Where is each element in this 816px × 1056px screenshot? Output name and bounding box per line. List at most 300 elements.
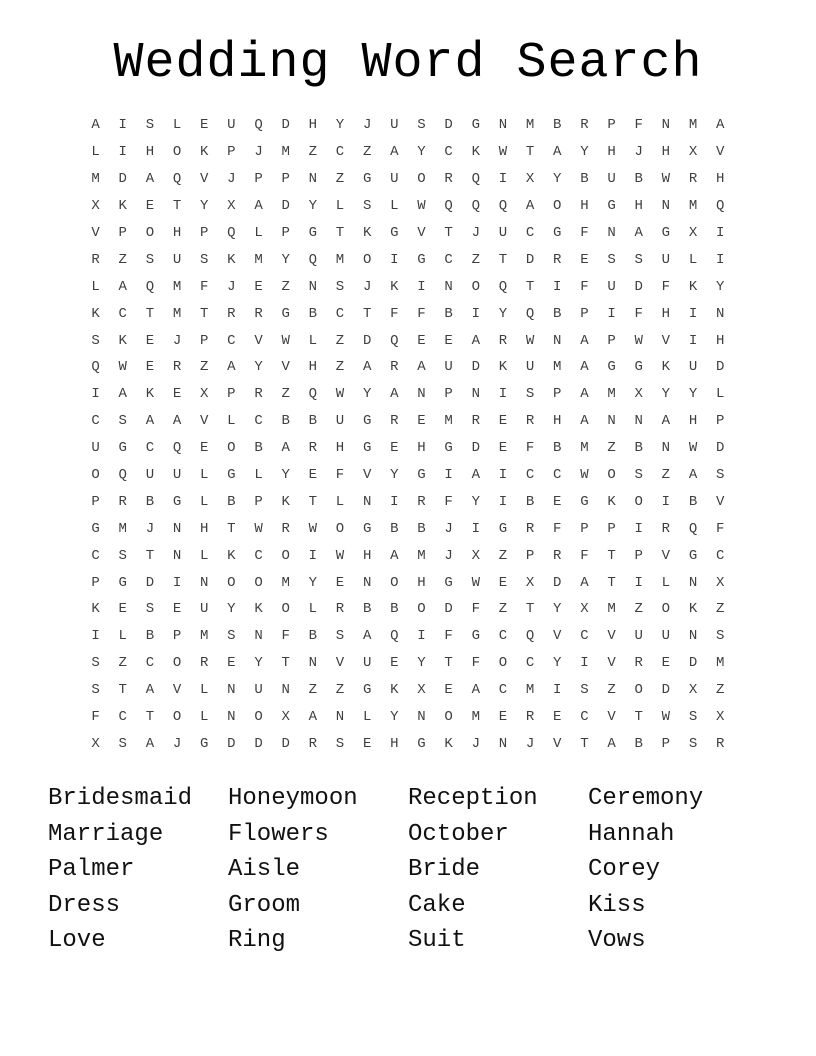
grid-cell: V — [715, 493, 725, 510]
grid-cell: N — [227, 682, 236, 699]
grid-cell: L — [715, 386, 725, 403]
grid-cell: P — [607, 332, 616, 349]
grid-cell: P — [254, 171, 263, 188]
grid-cell: R — [553, 547, 562, 564]
grid-cell: N — [607, 225, 616, 241]
grid-cell: E — [498, 413, 508, 430]
grid-cell: E — [498, 574, 508, 591]
grid-cell: S — [145, 117, 155, 134]
grid-cell: F — [580, 278, 589, 295]
grid-cell: J — [634, 144, 643, 161]
grid-cell: S — [417, 117, 426, 134]
grid-cell: G — [362, 682, 372, 699]
grid-cell: H — [715, 171, 725, 188]
grid-cell: Y — [254, 359, 263, 376]
grid-cell: N — [498, 117, 508, 134]
grid-cell: P — [118, 225, 127, 241]
grid-cell: A — [471, 332, 480, 349]
grid-cell: S — [118, 547, 127, 564]
grid-cell: R — [227, 305, 236, 322]
grid-cell: T — [362, 305, 372, 322]
grid-cell: F — [634, 305, 643, 322]
grid-cell: G — [580, 493, 589, 510]
grid-cell: C — [444, 144, 453, 161]
grid-cell: U — [390, 171, 399, 188]
grid-cell: A — [172, 413, 182, 430]
grid-cell: A — [390, 386, 399, 403]
grid-cell: G — [118, 440, 127, 457]
grid-cell: L — [172, 117, 182, 134]
grid-cell: S — [200, 251, 209, 268]
grid-cell: D — [471, 359, 480, 376]
grid-cell: U — [172, 251, 182, 268]
grid-cell: E — [417, 413, 426, 430]
grid-cell: U — [172, 467, 182, 484]
grid-cell: O — [417, 171, 426, 188]
grid-cell: I — [308, 547, 318, 564]
grid-cell: H — [607, 144, 616, 161]
grid-cell: F — [91, 709, 100, 726]
grid-cell: R — [308, 440, 318, 457]
grid-cell: C — [118, 709, 127, 726]
grid-cell: O — [91, 467, 100, 484]
grid-cell: L — [661, 574, 671, 591]
grid-cell: F — [580, 547, 589, 564]
grid-cell: I — [634, 574, 643, 591]
grid-cell: Y — [390, 467, 399, 484]
grid-cell: L — [362, 709, 372, 726]
grid-cell: Z — [281, 386, 290, 403]
grid-cell: L — [254, 467, 263, 484]
grid-cell: Z — [607, 682, 616, 699]
grid-cell: T — [525, 144, 535, 161]
grid-cell: R — [444, 171, 453, 188]
grid-cell: Q — [308, 386, 318, 403]
grid-cell: G — [227, 467, 236, 484]
grid-cell: C — [91, 547, 100, 564]
grid-cell: N — [688, 574, 698, 591]
grid-cell: P — [227, 386, 236, 403]
grid-cell: F — [444, 628, 453, 645]
grid-cell: T — [580, 735, 589, 752]
grid-cell: G — [91, 520, 100, 537]
grid-cell: A — [580, 332, 589, 349]
word-list-item: Palmer — [48, 856, 135, 884]
grid-cell: F — [525, 440, 535, 457]
grid-cell: Y — [335, 117, 345, 134]
grid-cell: N — [362, 574, 372, 591]
grid-cell: Y — [308, 574, 318, 591]
grid-cell: U — [607, 171, 616, 188]
word-list-item: October — [408, 820, 509, 848]
grid-cell: O — [471, 278, 480, 295]
grid-cell: E — [145, 332, 155, 349]
grid-cell: Z — [281, 278, 290, 295]
grid-cell: P — [661, 735, 671, 752]
grid-cell: L — [91, 144, 100, 161]
grid-cell: L — [254, 225, 263, 241]
grid-cell: A — [145, 682, 155, 699]
grid-cell: D — [715, 440, 725, 457]
word-list-item: Reception — [408, 785, 538, 812]
grid-cell: R — [91, 251, 100, 268]
grid-cell: W — [498, 144, 508, 161]
grid-cell: H — [362, 547, 372, 564]
grid-cell: V — [362, 467, 372, 484]
grid-cell: A — [525, 198, 535, 215]
grid-cell: C — [254, 547, 263, 564]
grid-cell: R — [281, 520, 290, 537]
grid-cell: B — [553, 117, 562, 134]
grid-cell: B — [145, 628, 155, 645]
grid-cell: H — [390, 735, 399, 752]
grid-cell: N — [172, 547, 182, 564]
grid-cell: K — [91, 305, 100, 322]
grid-cell: W — [471, 574, 480, 591]
grid-cell: L — [200, 467, 209, 484]
grid-cell: U — [661, 251, 671, 268]
grid-cell: D — [145, 574, 155, 591]
grid-cell: P — [91, 574, 100, 591]
grid-cell: N — [362, 493, 372, 510]
grid-cell: N — [444, 278, 453, 295]
grid-cell: E — [390, 655, 399, 672]
grid-cell: E — [254, 278, 263, 295]
grid-cell: S — [607, 251, 616, 268]
grid-cell: S — [525, 386, 535, 403]
grid-cell: N — [335, 709, 345, 726]
grid-cell: W — [688, 440, 698, 457]
grid-cell: Q — [172, 440, 182, 457]
grid-cell: T — [335, 225, 345, 241]
grid-cell: D — [634, 278, 643, 295]
grid-cell: N — [498, 735, 508, 752]
grid-cell: B — [362, 601, 372, 618]
grid-cell: E — [172, 386, 182, 403]
grid-cell: Q — [390, 332, 399, 349]
grid-cell: S — [145, 251, 155, 268]
grid-cell: B — [634, 440, 643, 457]
grid-cell: P — [634, 547, 643, 564]
grid-cell: T — [227, 520, 236, 537]
grid-cell: G — [688, 547, 698, 564]
grid-cell: I — [471, 305, 480, 322]
grid-cell: E — [390, 440, 399, 457]
grid-cell: B — [553, 305, 562, 322]
grid-cell: T — [634, 709, 643, 726]
grid-cell: U — [444, 359, 453, 376]
grid-cell: W — [254, 520, 263, 537]
grid-cell: M — [525, 117, 535, 134]
grid-cell: R — [172, 359, 182, 376]
grid-cell: G — [172, 493, 182, 510]
grid-cell: C — [525, 655, 535, 672]
grid-cell: K — [390, 278, 399, 295]
grid-cell: B — [417, 520, 426, 537]
grid-cell: T — [607, 547, 616, 564]
grid-cell: D — [715, 359, 725, 376]
grid-cell: E — [118, 601, 127, 618]
grid-cell: W — [634, 332, 643, 349]
grid-cell: Y — [308, 198, 318, 215]
grid-cell: A — [362, 628, 372, 645]
grid-cell: D — [362, 332, 372, 349]
grid-cell: B — [634, 735, 643, 752]
grid-cell: C — [145, 655, 155, 672]
grid-cell: U — [91, 440, 100, 457]
grid-cell: M — [281, 574, 290, 591]
grid-cell: L — [200, 709, 209, 726]
grid-cell: G — [417, 467, 426, 484]
grid-cell: M — [580, 440, 589, 457]
grid-cell: A — [281, 440, 290, 457]
grid-cell: H — [308, 359, 318, 376]
grid-cell: G — [417, 251, 426, 268]
grid-cell: Z — [200, 359, 209, 376]
grid-cell: Q — [471, 198, 480, 215]
grid-cell: W — [118, 359, 127, 376]
word-list-item: Ring — [228, 927, 286, 955]
grid-cell: A — [471, 467, 480, 484]
grid-cell: O — [172, 144, 182, 161]
grid-cell: L — [308, 601, 318, 618]
grid-cell: C — [580, 709, 589, 726]
grid-cell: I — [498, 386, 508, 403]
grid-cell: K — [118, 332, 127, 349]
grid-cell: Y — [553, 655, 562, 672]
word-list-item: Flowers — [228, 820, 329, 848]
grid-cell: F — [471, 655, 480, 672]
grid-cell: P — [200, 332, 209, 349]
grid-cell: Y — [417, 655, 426, 672]
grid-cell: R — [661, 520, 671, 537]
grid-cell: T — [145, 709, 155, 726]
grid-cell: B — [308, 305, 318, 322]
grid-cell: G — [498, 520, 508, 537]
grid-cell: E — [444, 682, 453, 699]
grid-cell: I — [417, 628, 426, 645]
grid-cell: C — [118, 305, 127, 322]
grid-cell: A — [362, 359, 372, 376]
grid-cell: C — [254, 413, 263, 430]
grid-cell: V — [661, 332, 671, 349]
grid-cell: V — [172, 682, 182, 699]
grid-cell: H — [661, 305, 671, 322]
grid-cell: J — [471, 735, 480, 752]
grid-cell: T — [145, 305, 155, 322]
grid-cell: R — [471, 413, 480, 430]
grid-cell: M — [200, 628, 209, 645]
grid-cell: I — [553, 682, 562, 699]
grid-cell: Z — [715, 682, 725, 699]
grid-cell: G — [553, 225, 562, 241]
grid-cell: I — [580, 655, 589, 672]
grid-cell: E — [145, 198, 155, 215]
grid-cell: Q — [471, 171, 480, 188]
grid-cell: K — [200, 144, 209, 161]
grid-cell: O — [661, 601, 671, 618]
grid-cell: E — [308, 467, 318, 484]
grid-cell: A — [390, 547, 399, 564]
grid-cell: A — [254, 198, 263, 215]
grid-cell: R — [417, 493, 426, 510]
grid-cell: E — [553, 709, 562, 726]
grid-cell: J — [362, 117, 372, 134]
grid-cell: H — [661, 144, 671, 161]
grid-cell: T — [525, 601, 535, 618]
grid-cell: S — [335, 628, 345, 645]
grid-cell: M — [91, 171, 100, 188]
grid-cell: M — [172, 305, 182, 322]
grid-cell: P — [91, 493, 100, 510]
grid-cell: R — [525, 709, 535, 726]
grid-cell: L — [335, 198, 345, 215]
grid-cell: A — [145, 413, 155, 430]
grid-cell: E — [172, 601, 182, 618]
grid-cell: E — [444, 332, 453, 349]
grid-cell: P — [172, 628, 182, 645]
grid-cell: B — [390, 601, 399, 618]
grid-cell: Z — [498, 601, 508, 618]
word-list-item: Kiss — [588, 891, 646, 919]
page-title: Wedding Word Search — [113, 35, 703, 92]
grid-cell: Z — [118, 655, 127, 672]
grid-cell: Y — [417, 144, 426, 161]
grid-cell: J — [444, 520, 453, 537]
grid-cell: G — [661, 225, 671, 241]
grid-cell: I — [91, 386, 100, 403]
grid-cell: F — [200, 278, 209, 295]
grid-cell: M — [553, 359, 562, 376]
grid-cell: H — [634, 198, 643, 215]
word-list-item: Cake — [408, 891, 466, 919]
grid-cell: B — [145, 493, 155, 510]
grid-cell: E — [498, 440, 508, 457]
grid-cell: I — [390, 251, 399, 268]
grid-cell: J — [444, 547, 453, 564]
grid-cell: O — [362, 251, 372, 268]
grid-cell: U — [254, 682, 263, 699]
grid-cell: M — [444, 413, 453, 430]
grid-cell: M — [688, 198, 698, 215]
grid-cell: S — [91, 655, 100, 672]
grid-cell: W — [580, 467, 589, 484]
grid-cell: B — [227, 493, 236, 510]
grid-cell: M — [335, 251, 345, 268]
grid-cell: E — [661, 655, 671, 672]
word-list-item: Hannah — [588, 820, 675, 848]
grid-cell: C — [335, 144, 345, 161]
grid-cell: K — [145, 386, 155, 403]
grid-cell: R — [254, 305, 263, 322]
grid-cell: O — [254, 709, 263, 726]
grid-cell: J — [227, 278, 236, 295]
grid-cell: X — [715, 574, 725, 591]
grid-cell: E — [362, 735, 372, 752]
grid-cell: L — [308, 332, 318, 349]
grid-cell: P — [553, 386, 562, 403]
grid-cell: X — [91, 198, 100, 215]
grid-cell: M — [281, 144, 290, 161]
grid-cell: I — [634, 520, 643, 537]
grid-cell: V — [715, 144, 725, 161]
grid-cell: A — [471, 682, 480, 699]
grid-cell: S — [91, 682, 100, 699]
grid-cell: X — [688, 225, 698, 241]
grid-cell: I — [498, 171, 508, 188]
grid-cell: O — [145, 225, 155, 241]
grid-cell: N — [661, 440, 671, 457]
grid-cell: O — [444, 709, 453, 726]
grid-cell: L — [200, 547, 209, 564]
grid-cell: P — [281, 171, 290, 188]
grid-cell: X — [227, 198, 236, 215]
grid-cell: U — [498, 225, 508, 241]
grid-cell: J — [145, 520, 155, 537]
grid-cell: I — [715, 251, 725, 268]
grid-cell: Z — [498, 547, 508, 564]
grid-cell: V — [607, 709, 616, 726]
grid-cell: P — [607, 520, 616, 537]
grid-cell: A — [580, 386, 589, 403]
grid-cell: N — [417, 709, 426, 726]
grid-cell: R — [525, 413, 535, 430]
grid-cell: I — [172, 574, 182, 591]
grid-cell: B — [390, 520, 399, 537]
grid-cell: Z — [308, 144, 318, 161]
grid-cell: C — [335, 305, 345, 322]
grid-cell: O — [498, 655, 508, 672]
word-search-grid — [82, 112, 734, 757]
grid-cell: O — [227, 440, 236, 457]
grid-cell: I — [688, 305, 698, 322]
grid-cell: B — [688, 493, 698, 510]
grid-cell: I — [688, 332, 698, 349]
grid-cell: P — [525, 547, 535, 564]
grid-cell: T — [172, 198, 182, 215]
grid-cell: N — [200, 574, 209, 591]
grid-cell: F — [281, 628, 290, 645]
grid-cell: V — [200, 413, 209, 430]
grid-cell: R — [200, 655, 209, 672]
grid-cell: B — [634, 171, 643, 188]
grid-cell: F — [634, 117, 643, 134]
grid-cell: U — [362, 655, 372, 672]
grid-cell: Q — [91, 359, 100, 376]
grid-cell: A — [118, 386, 127, 403]
grid-cell: P — [715, 413, 725, 430]
grid-cell: X — [688, 682, 698, 699]
grid-cell: W — [335, 386, 345, 403]
grid-cell: K — [390, 682, 399, 699]
word-list-item: Corey — [588, 856, 661, 884]
grid-cell: D — [281, 117, 290, 134]
grid-cell: Q — [172, 171, 182, 188]
grid-cell: W — [308, 520, 318, 537]
grid-cell: E — [335, 574, 345, 591]
grid-cell: N — [471, 386, 480, 403]
grid-cell: M — [172, 278, 182, 295]
grid-cell: B — [525, 493, 535, 510]
grid-cell: C — [580, 628, 589, 645]
grid-cell: I — [118, 117, 127, 134]
word-list-column — [228, 781, 408, 959]
grid-cell: J — [172, 332, 182, 349]
grid-cell: T — [281, 655, 290, 672]
grid-cell: G — [444, 574, 453, 591]
grid-cell: T — [118, 682, 127, 699]
grid-cell: Y — [688, 386, 698, 403]
